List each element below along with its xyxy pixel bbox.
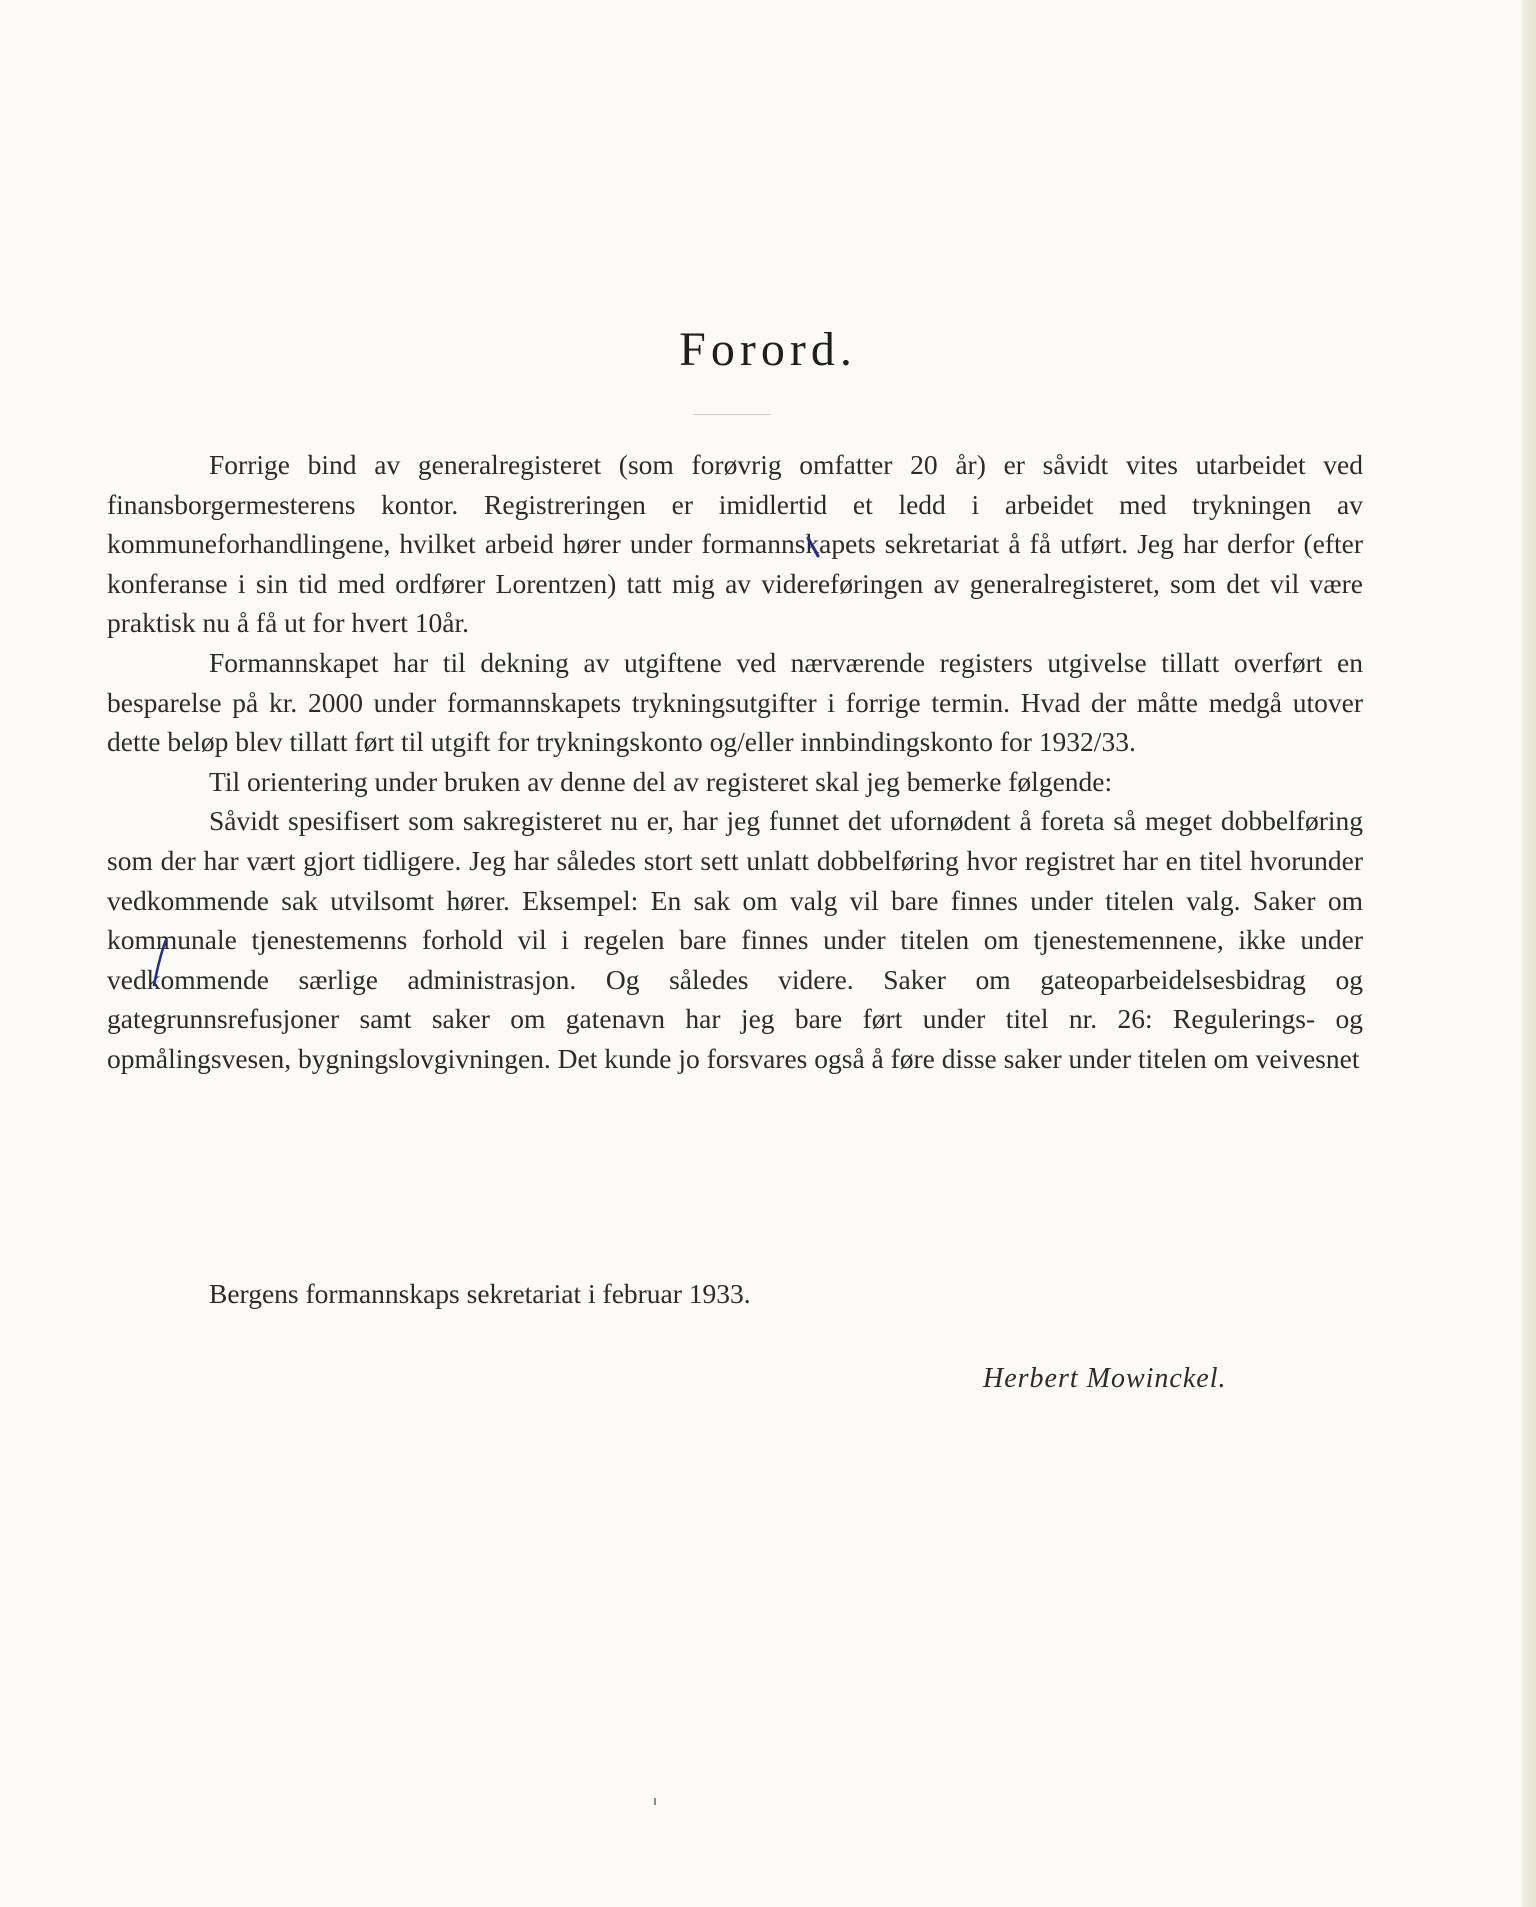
- paper-speck: [654, 1798, 656, 1805]
- paragraph-4: Såvidt spesifisert som sakregisteret nu er, har jeg funnet det ufornødent å foreta så meget dobbelføring som der har vært gjort tidligere. Jeg har således stort sett unlatt dobbelføring hvor registret har en titel hvorunder vedkommende sak utvilsomt hører. Eksempel: En sak om valg vil bare finnes under titelen valg. Saker om kommunale tjenestemenns forhold vil i regelen bare finnes under titelen om tjenestemennene, ikke under vedkommende særlige administrasjon. Og således videre. Saker om gateoparbeidelsesbidrag og gategrunnsrefusjoner samt saker om gatenavn har jeg bare ført under titel nr. 26: Regulerings- og opmålingsvesen, bygningslovgivningen. Det kunde jo forsvares også å føre disse saker under titelen om veivesnet: [107, 805, 1363, 1074]
- signature: Herbert Mowinckel.: [983, 1363, 1227, 1394]
- page-edge-shadow: [1522, 0, 1536, 1907]
- title-divider: [693, 414, 771, 415]
- paragraph-3: Til orientering under bruken av denne del av registeret skal jeg bemerke følgende:: [209, 765, 1113, 797]
- page-title: Forord.: [679, 323, 857, 376]
- date-line: Bergens formannskaps sekretariat i februar 1933.: [209, 1278, 751, 1309]
- paragraph-1: Forrige bind av generalregisteret (som forøvrig omfatter 20 år) er såvidt vites utarbeidet ved finansborgermesterens kontor. Registreringen er imidlertid et ledd i arbeidet med trykningen av kommuneforhandlingene, hvilket arbeid hører under formannskapets sekretariat å få utført. Jeg har derfor (efter konferanse i sin tid med ordfører Lorentzen) tatt mig av videreføringen av generalregisteret, som det vil være praktisk nu å få ut for hvert 10år.: [107, 449, 1363, 639]
- body-text: [107, 445, 1363, 1079]
- paragraph-2: Formannskapet har til dekning av utgiftene ved nærværende registers utgivelse tillatt overført en besparelse på kr. 2000 under formannskapets trykningsutgifter i forrige termin. Hvad der måtte medgå utover dette beløp blev tillatt ført til utgift for trykningskonto og/eller innbindingskonto for 1932/33.: [107, 646, 1363, 758]
